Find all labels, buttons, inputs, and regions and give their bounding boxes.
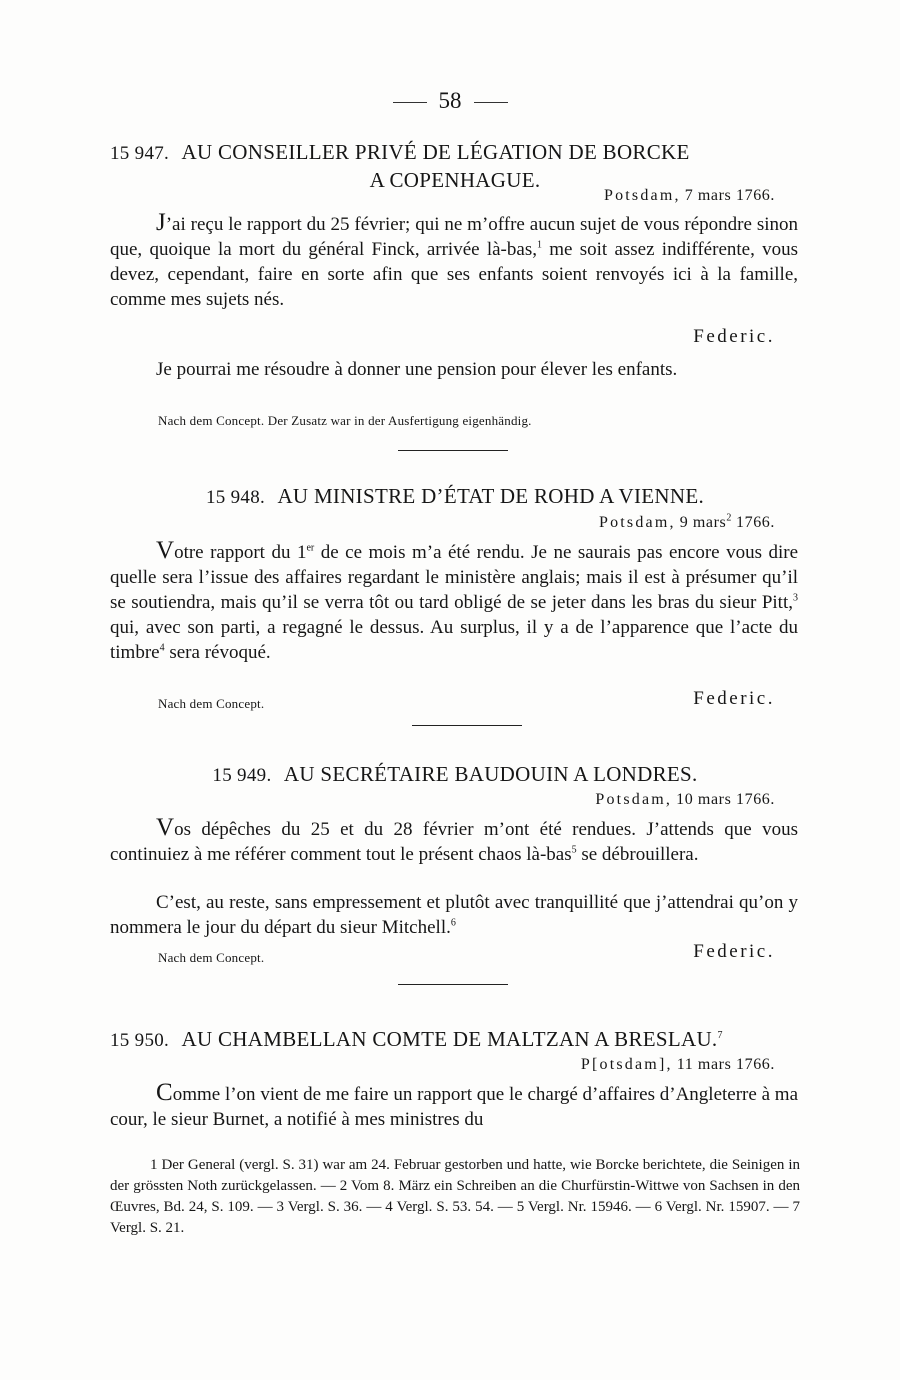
letter-heading: AU SECRÉTAIRE BAUDOUIN A LONDRES. — [283, 762, 698, 786]
body-text-part: C’est, au reste, sans empressement et plutôt avec tranquillité que j’attendrai qu’on y nommera le jour du départ du sieur Mitchell. — [110, 892, 798, 938]
letter-15947-source: Nach dem Concept. Der Zusatz war in der Ausfertigung eigenhändig. — [158, 413, 532, 428]
letter-heading-line2: A COPENHAGUE. — [369, 168, 541, 192]
letter-15949-body — [110, 815, 798, 867]
date-place: Potsdam, — [595, 791, 673, 808]
date-place: Potsdam, — [603, 187, 681, 204]
footnote-ref: 7 — [717, 1030, 723, 1041]
letter-15948-signature: Federic. — [693, 688, 775, 709]
footnote-ref: 5 — [571, 844, 577, 856]
letter-heading-line1: AU CONSEILLER PRIVÉ DE LÉGATION DE BORCKE — [181, 140, 690, 164]
footnotes — [110, 1155, 800, 1239]
letter-15949-heading — [110, 761, 800, 789]
letter-15950-heading — [110, 1026, 800, 1054]
letter-heading: AU CHAMBELLAN COMTE DE MALTZAN A BRESLAU. — [181, 1027, 718, 1051]
drop-initial: J — [156, 209, 166, 236]
footnote-ref: 3 — [793, 592, 798, 604]
ordinal-suffix: er — [306, 542, 315, 554]
body-text-part: sera révoqué. — [164, 642, 271, 663]
letter-number: 15 949. — [212, 765, 272, 786]
page-number — [0, 88, 900, 114]
body-text-part: se débrouillera. — [576, 844, 699, 865]
footnotes-text: 1 Der General (vergl. S. 31) war am 24. Februar gestorben und hatte, wie Borcke berichtete, die Seinigen in der grössten Noth zurückgelassen. — 2 Vom 8. März ein Schreiben an die Churfürstin-Wittwe von Sachsen in den Œuvres, Bd. 24, S. 109. — 3 Vergl. S. 36. — 4 Vergl. S. 53. 54. — 5 Vergl. Nr. 15946. — 6 Vergl. Nr. 15907. — 7 Vergl. S. 21. — [110, 1157, 800, 1236]
letter-15949-paragraph-2 — [110, 890, 798, 940]
date-text: 1766. — [731, 514, 775, 531]
body-text-part: otre rapport du 1 — [174, 542, 307, 563]
footnote-ref: 2 — [726, 512, 732, 524]
body-text-part: ’ai reçu le rapport du 25 février; qui ne m’offre aucun sujet de vous répondre sinon que, quoique la mort du général Finck, arrivée là-bas, — [110, 214, 798, 260]
date-text: 9 mars — [679, 514, 727, 531]
body-text-part: de ce mois m’a été rendu. Je ne saurais pas encore vous dire quelle sera l’issue des affaires regardant le ministère anglais; mais il est à présumer qu’il se soutiendra, mais qu’il se verra tôt ou tard obligé de se jeter dans les bras du sieur Pitt, — [110, 542, 798, 613]
letter-15948-heading — [110, 483, 800, 511]
footnote-ref: 4 — [159, 642, 165, 654]
date-text: 7 mars 1766. — [684, 187, 775, 204]
section-divider — [398, 450, 508, 451]
letter-15949-source: Nach dem Concept. — [158, 950, 265, 965]
letter-15947-signature: Federic. — [693, 326, 775, 347]
drop-initial: V — [156, 537, 175, 564]
date-text: 10 mars 1766. — [676, 791, 775, 808]
section-divider — [398, 984, 508, 985]
date-place: Potsdam, — [598, 514, 676, 531]
letter-15947-body — [110, 210, 798, 312]
letter-15949-signature: Federic. — [693, 941, 775, 962]
letter-15947-dateline — [604, 187, 775, 205]
letter-number: 15 948. — [205, 487, 266, 508]
footnote-ref: 6 — [450, 917, 456, 929]
page-number-dash-left — [393, 102, 427, 103]
letter-15950-body — [110, 1080, 798, 1132]
letter-15949-dateline — [595, 791, 775, 809]
body-text-part: omme l’on vient de me faire un rapport que le chargé d’affaires d’Angleterre à ma cour, le sieur Burnet, a notifié à mes ministres du — [110, 1084, 798, 1130]
section-divider — [412, 725, 522, 726]
letter-15950-dateline — [581, 1056, 775, 1074]
letter-15948-dateline — [599, 514, 775, 532]
body-text-part: me soit assez indifférente, vous devez, cependant, faire en sorte afin que ses enfants soient renvoyés ici à la famille, comme mes sujets nés. — [110, 239, 799, 310]
letter-15947-heading — [110, 139, 800, 193]
date-place: P[otsdam], — [580, 1056, 673, 1073]
drop-initial: V — [156, 814, 175, 841]
drop-initial: C — [156, 1079, 173, 1106]
letter-15948-source: Nach dem Concept. — [158, 696, 265, 711]
letter-number: 15 950. — [110, 1030, 170, 1051]
letter-15947-postscript: Je pourrai me résoudre à donner une pension pour élever les enfants. — [156, 359, 678, 380]
letter-number: 15 947. — [110, 143, 170, 164]
page-number-dash-right — [474, 102, 508, 103]
page-number-text: 58 — [438, 88, 462, 113]
body-text-part: qui, avec son parti, a regagné le dessus. Au surplus, il y a de l’apparence que l’acte du timbre — [110, 617, 798, 663]
footnote-ref: 1 — [536, 239, 542, 251]
body-text-part: os dépêches du 25 et du 28 février m’ont été rendues. J’attends que vous continuiez à me référer comment tout le présent chaos là-bas — [110, 819, 798, 865]
date-text: 11 mars 1766. — [676, 1056, 775, 1073]
letter-15948-body — [110, 538, 798, 665]
letter-heading: AU MINISTRE D’ÉTAT DE ROHD A VIENNE. — [277, 484, 705, 508]
